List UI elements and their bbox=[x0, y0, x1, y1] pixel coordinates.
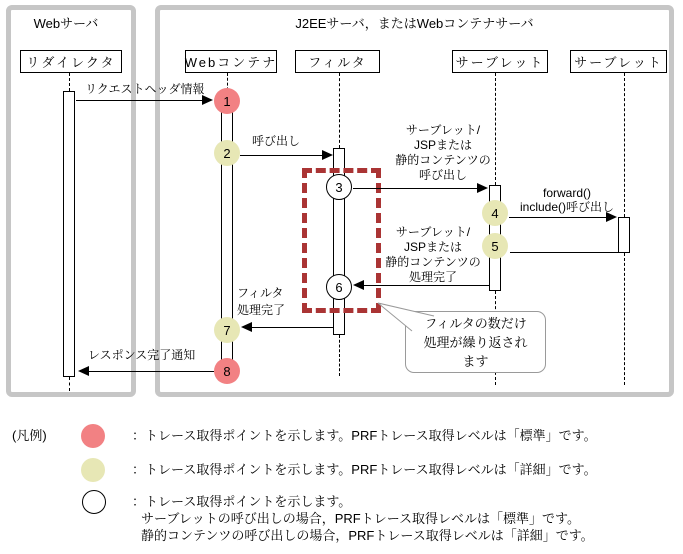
redirector-lifeline bbox=[69, 377, 70, 391]
redirector-activation bbox=[63, 91, 75, 377]
filter-lifeline bbox=[339, 73, 340, 148]
legend-row-standard: ：トレース取得ポイントを示します。PRFトレース取得レベルは「標準」です。 bbox=[132, 428, 597, 443]
forward-return-line bbox=[510, 252, 618, 253]
component-filter: フィルタ bbox=[295, 50, 380, 73]
forward-include-label: forward() include()呼び出し bbox=[519, 186, 615, 214]
arrowhead-left-icon bbox=[241, 322, 252, 332]
callout-pointer-icon bbox=[370, 298, 450, 338]
servlet-done-arrow bbox=[364, 285, 489, 286]
request-header-arrow bbox=[76, 100, 203, 101]
component-redirector: リダイレクタ bbox=[20, 50, 122, 73]
trace-point-6: 6 bbox=[326, 274, 352, 300]
legend-row-plain-line1: ：トレース取得ポイントを示します。 bbox=[132, 494, 352, 509]
component-servlet-1: サーブレット bbox=[452, 50, 548, 73]
arrowhead-right-icon bbox=[322, 150, 333, 160]
trace-point-7: 7 bbox=[214, 317, 240, 343]
trace-point-1: 1 bbox=[214, 88, 240, 114]
legend-detail-circle-icon bbox=[81, 458, 105, 482]
legend-plain-circle-icon bbox=[82, 490, 106, 514]
servlet2-activation bbox=[618, 217, 630, 253]
redirector-lifeline bbox=[69, 73, 70, 91]
trace-point-4: 4 bbox=[482, 200, 508, 226]
trace-point-3: 3 bbox=[326, 174, 352, 200]
legend-row-detail: ：トレース取得ポイントを示します。PRFトレース取得レベルは「詳細」です。 bbox=[132, 462, 597, 477]
forward-include-arrow bbox=[509, 217, 606, 218]
servlet2-lifeline bbox=[624, 253, 625, 385]
arrowhead-right-icon bbox=[477, 183, 488, 193]
component-servlet-2: サーブレット bbox=[570, 50, 667, 73]
arrowhead-left-icon bbox=[353, 280, 364, 290]
servlet-call-arrow bbox=[353, 188, 477, 189]
legend-heading: (凡例) bbox=[12, 428, 47, 443]
filter-done-label: フィルタ 処理完了 bbox=[237, 286, 286, 317]
call-label: 呼び出し bbox=[252, 134, 301, 148]
web-server-title: Webサーバ bbox=[33, 16, 99, 31]
component-webcontainer: Webコンテナ bbox=[185, 50, 277, 73]
servlet-done-label: サーブレット/ JSPまたは 静的コンテンツの 処理完了 bbox=[385, 225, 481, 284]
filter-done-arrow bbox=[252, 327, 333, 328]
response-done-label: レスポンス完了通知 bbox=[88, 348, 196, 362]
filter-lifeline bbox=[339, 335, 340, 376]
legend-row-plain-line2: サーブレットの呼び出しの場合，PRFトレース取得レベルは「標準」です。 bbox=[141, 511, 581, 526]
trace-point-2: 2 bbox=[214, 140, 240, 166]
servlet-call-label: サーブレット/ JSPまたは 静的コンテンツの 呼び出し bbox=[395, 123, 491, 182]
trace-point-8: 8 bbox=[214, 358, 240, 384]
request-header-label: リクエストヘッダ情報 bbox=[85, 82, 205, 96]
legend-standard-circle-icon bbox=[81, 424, 105, 448]
trace-point-5: 5 bbox=[482, 233, 508, 259]
call-arrow bbox=[240, 155, 322, 156]
response-done-arrow bbox=[89, 371, 214, 372]
filter-repeat-callout: フィルタの数だけ 処理が繰り返され ます bbox=[405, 311, 546, 373]
j2ee-server-title: J2EEサーバ，またはWebコンテナサーバ bbox=[295, 16, 534, 31]
arrowhead-left-icon bbox=[78, 366, 89, 376]
legend-row-plain-line3: 静的コンテンツの呼び出しの場合，PRFトレース取得レベルは「詳細」です。 bbox=[141, 528, 594, 543]
